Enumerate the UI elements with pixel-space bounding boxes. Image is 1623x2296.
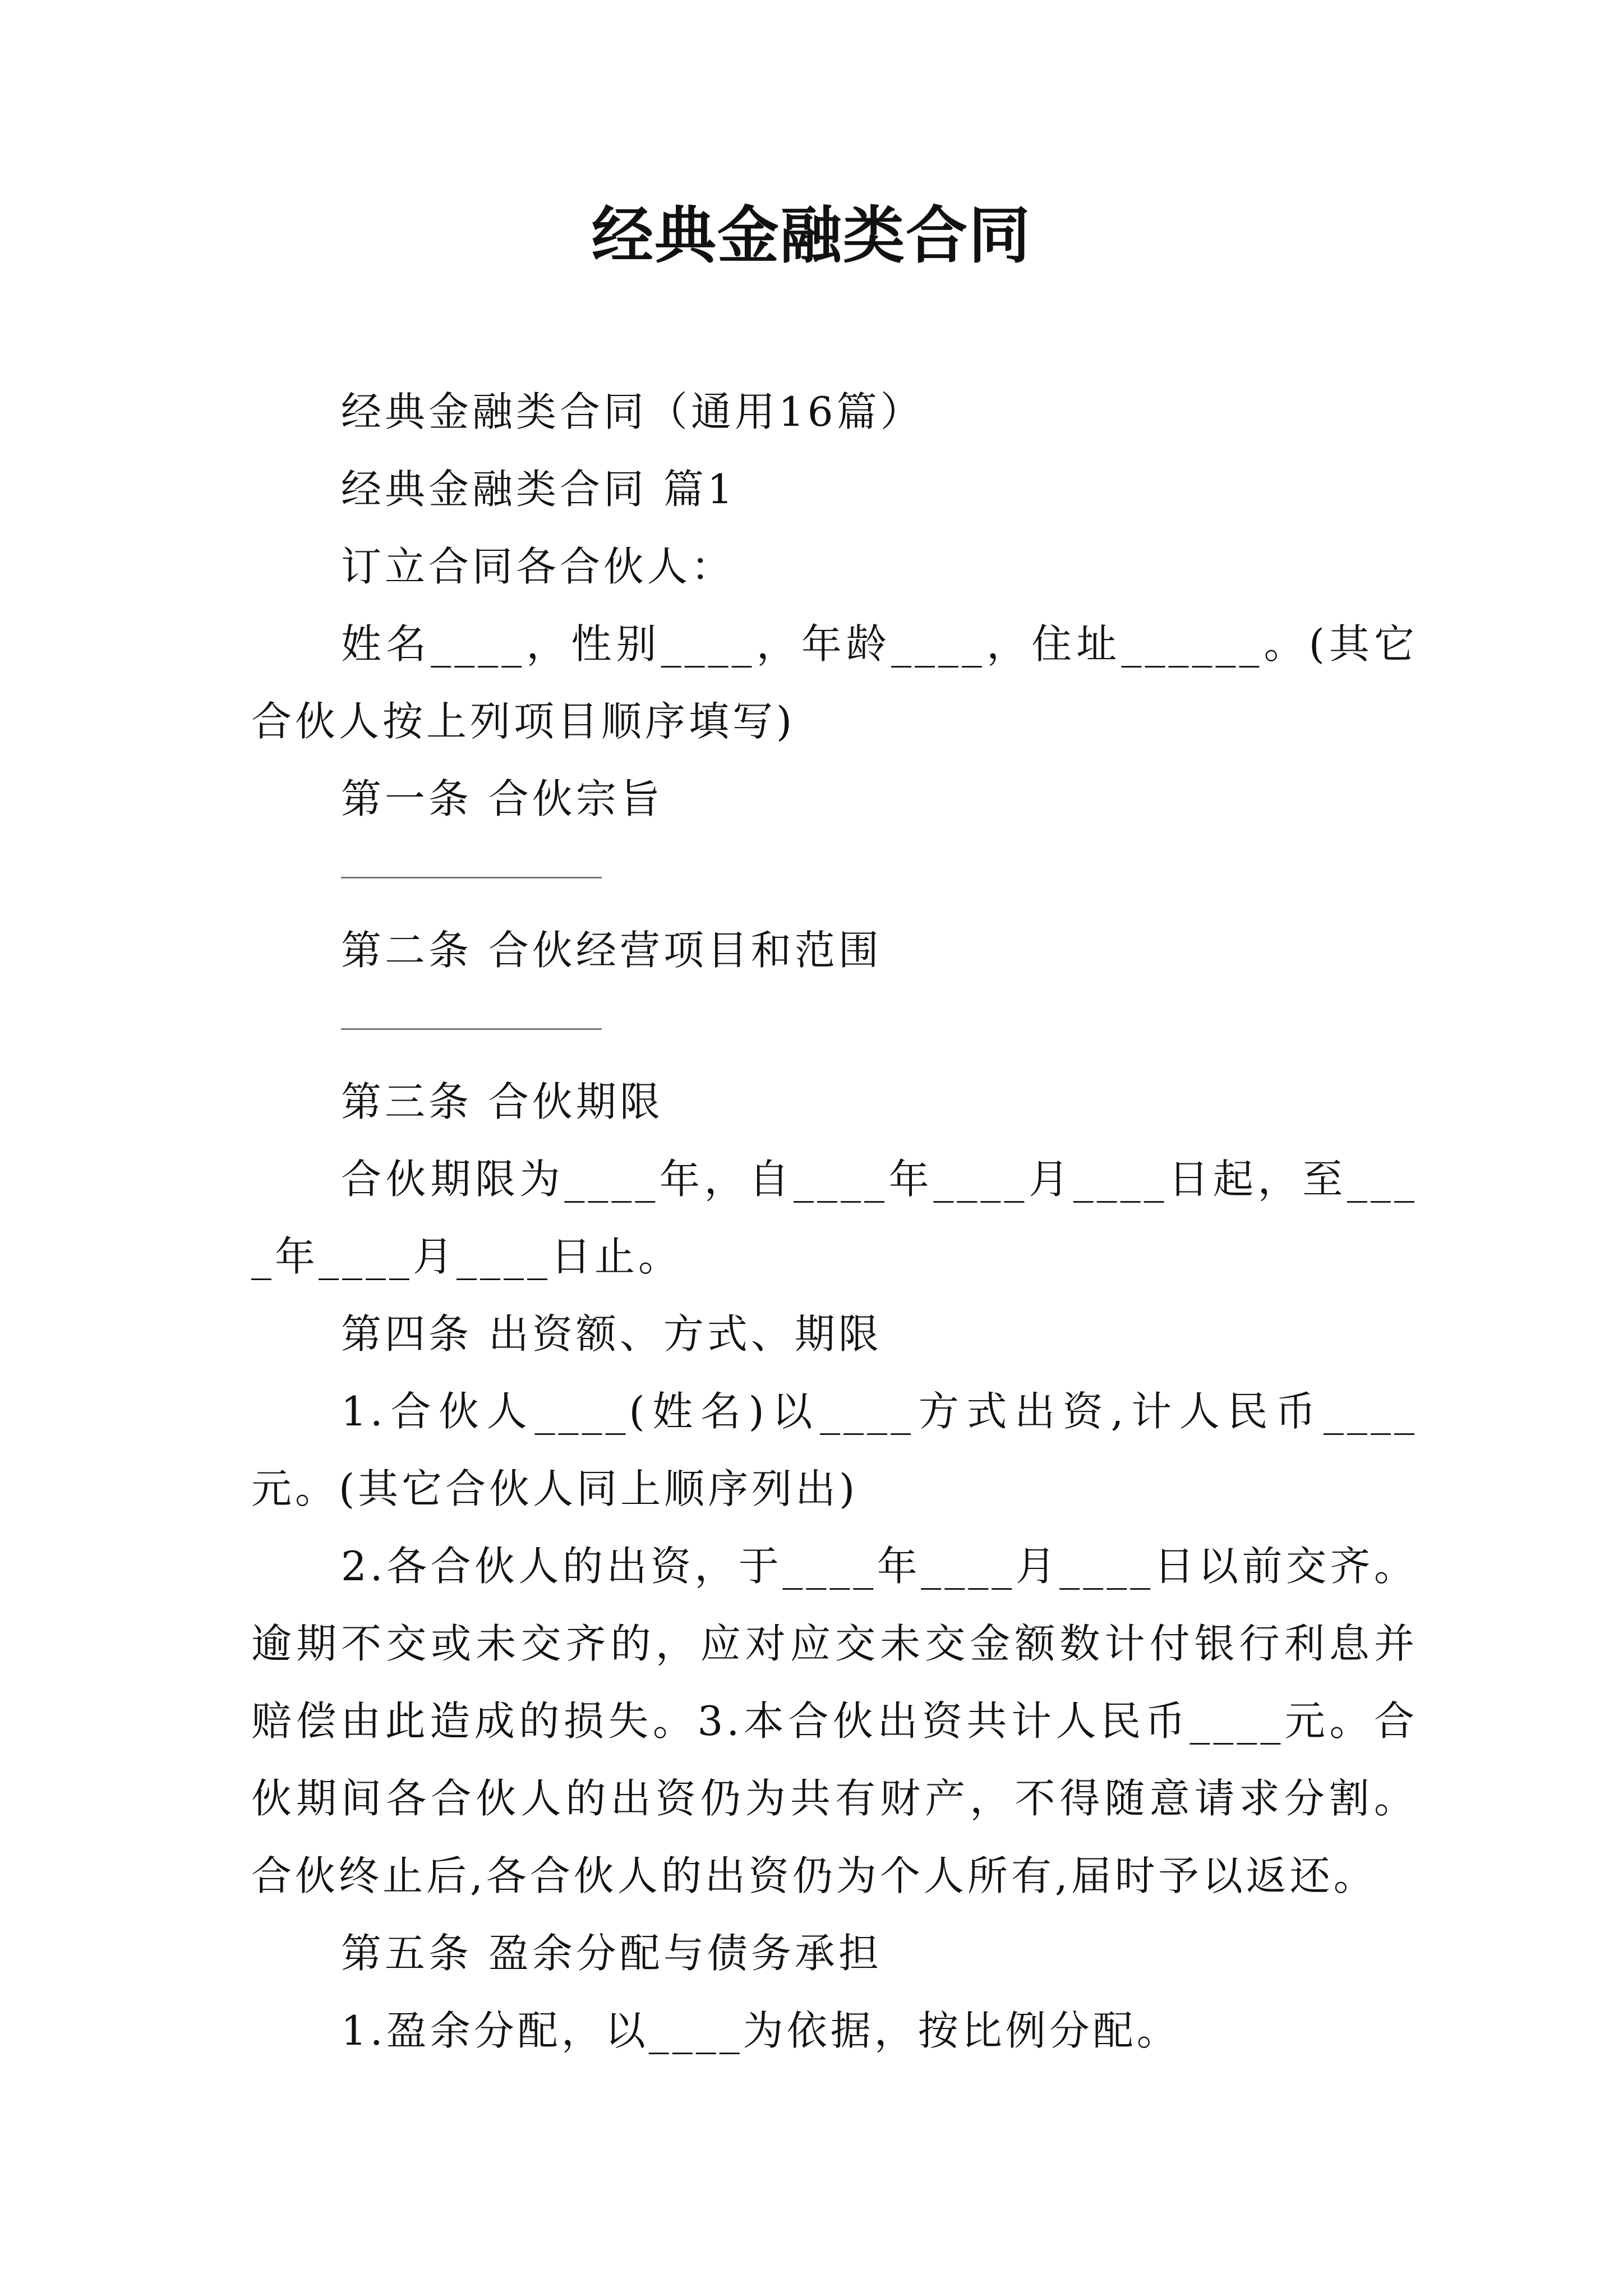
article-1-blank-line <box>251 838 1418 912</box>
paragraph-parties: 订立合同各合伙人： <box>341 543 735 590</box>
paragraph-party-info: 姓名____，性别____，年龄____，住址______。(其它合伙人按上列项目顺序填写) <box>251 620 1418 745</box>
article-3-term: 合伙期限为____年，自____年____月____日起，至____年____月____日止。 <box>251 1156 1418 1280</box>
paragraph-section-heading: 经典金融类合同 篇1 <box>341 466 736 513</box>
article-4-heading: 第四条 出资额、方式、期限 <box>341 1310 882 1358</box>
article-4-item-1: 1.合伙人____(姓名)以____方式出资,计人民币____元。(其它合伙人同上顺序列出) <box>251 1388 1418 1512</box>
article-4-item-2: 2.各合伙人的出资，于____年____月____日以前交齐。逾期不交或未交齐的，应对应交未交金额数计付银行利息并赔偿由此造成的损失。3.本合伙出资共计人民币____元。合伙期间各合伙人的出资仍为共有财产，不得随意请求分割。合伙终止后,各合伙人的出资仍为个人所有,届时予以返还。 <box>251 1543 1418 1899</box>
article-2-heading: 第二条 合伙经营项目和范围 <box>341 927 882 974</box>
document-title: 经典金融类合同 <box>592 199 1031 272</box>
paragraph-subtitle: 经典金融类合同（通用16篇） <box>341 388 924 435</box>
article-2-blank-line <box>251 989 1418 1063</box>
article-5-item-1: 1.盈余分配，以____为依据，按比例分配。 <box>341 2007 1181 2054</box>
article-5-heading: 第五条 盈余分配与债务承担 <box>341 1930 882 1977</box>
document-body <box>251 373 1418 2069</box>
article-1-heading: 第一条 合伙宗旨 <box>341 775 663 822</box>
article-3-heading: 第三条 合伙期限 <box>341 1078 663 1125</box>
